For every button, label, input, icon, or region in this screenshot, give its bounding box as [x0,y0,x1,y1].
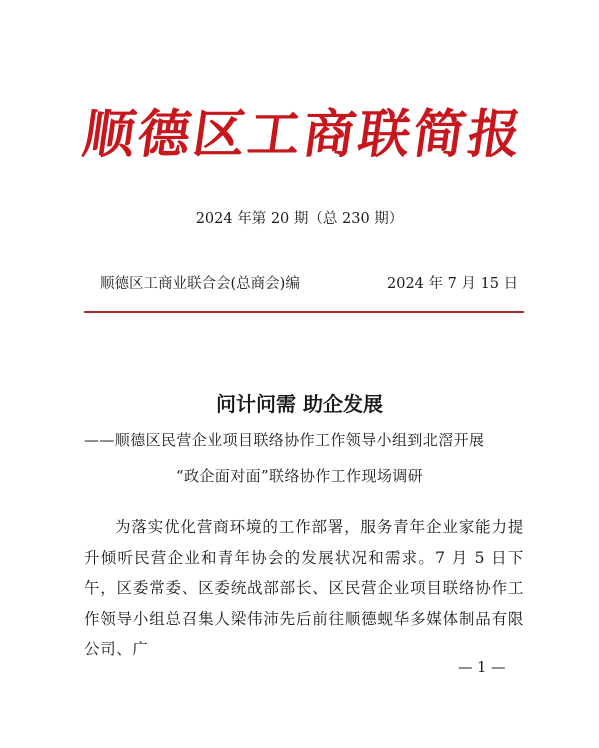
article-subtitle-line1: ——顺德区民营企业项目联络协作工作领导小组到北滘开展 [84,431,485,449]
page-number: — 1 — [458,660,506,676]
publish-date: 2024 年 7 月 15 日 [387,276,519,292]
issue-number: 2024 年第 20 期（总 230 期） [195,211,404,227]
publisher: 顺德区工商业联合会(总商会)编 [100,276,300,292]
article-title: 问计问需 助企发展 [216,392,383,416]
article-subtitle-line2: “政企面对面”联络协作工作现场调研 [175,467,424,485]
masthead-title: 顺德区工商联简报 [79,104,528,165]
header-divider [84,311,524,313]
article-body: 为落实优化营商环境的工作部署，服务青年企业家能力提升倾听民营企业和青年协会的发展状况和需求。7 月 5 日下午，区委常委、区委统战部部长、区民营企业项目联络协作工作领导小组总召集人梁伟沛先后前往顺德蚬华多媒体制品有限公司、广 [84,518,524,658]
